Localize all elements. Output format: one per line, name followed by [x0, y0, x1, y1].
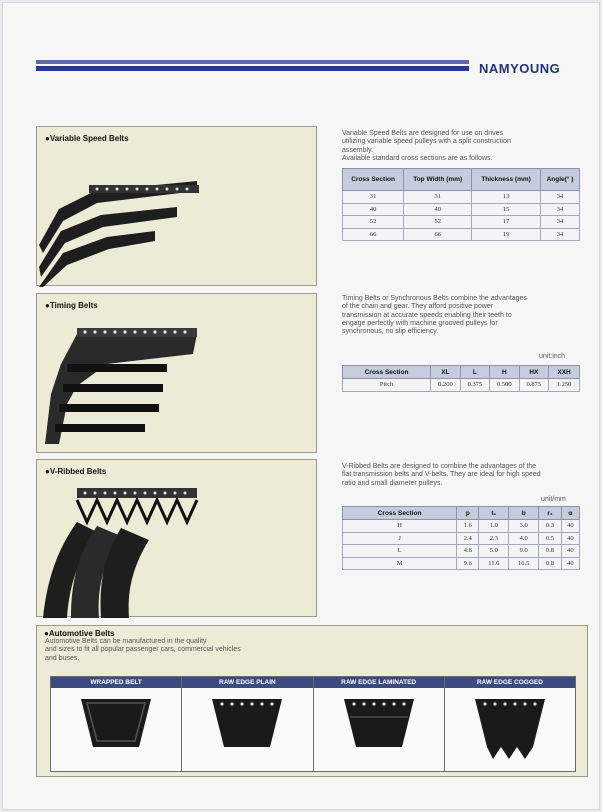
table-cell: 52	[404, 216, 472, 229]
variable-belt-illustration	[37, 127, 318, 287]
automotive-belts-description: Automotive Belts can be manufactured in the quality and sizes to fit all popular passenger cars, commercial vehicles and buses.	[45, 638, 241, 662]
table-cell: 40	[404, 203, 472, 216]
wrapped-belt-icon	[51, 677, 182, 773]
header-rule	[36, 60, 469, 72]
vribbed-belt-illustration	[37, 460, 318, 618]
table-header: α	[561, 507, 579, 520]
timing-belts-table	[342, 365, 580, 392]
table-cell: 1.0	[479, 520, 509, 533]
table-cell: 2.4	[457, 532, 479, 545]
variable-belts-table	[342, 168, 580, 241]
automotive-belts-panel	[36, 625, 588, 777]
table-cell: 4.0	[509, 532, 539, 545]
table-cell: Pitch	[343, 379, 431, 392]
table-cell: 0.8	[539, 545, 561, 558]
vribbed-belts-table	[342, 506, 580, 570]
table-cell: 19	[472, 228, 541, 241]
belt-type-raw-edge-cogged: RAW EDGE COGGED	[445, 677, 575, 771]
table-cell: 5.0	[479, 545, 509, 558]
timing-belts-title: ●Timing Belts	[45, 301, 98, 310]
table-header: r₁	[539, 507, 561, 520]
table-header: Cross Section	[343, 507, 457, 520]
table-header: L	[460, 366, 489, 379]
table-cell: 15	[472, 203, 541, 216]
belt-type-raw-edge-laminated: RAW EDGE LAMINATED	[314, 677, 445, 771]
table-header: Thickness (mm)	[472, 169, 541, 191]
table-cell: 40	[561, 545, 579, 558]
table-cell: L	[343, 545, 457, 558]
table-header: Cross Section	[343, 366, 431, 379]
table-cell: 4.8	[457, 545, 479, 558]
table-row	[343, 545, 580, 558]
table-cell: 1.250	[549, 379, 580, 392]
table-cell: 34	[540, 216, 579, 229]
table-header: XL	[431, 366, 460, 379]
table-cell: 0.5	[539, 532, 561, 545]
page	[2, 2, 600, 810]
belt-type-wrapped: WRAPPED BELT	[51, 677, 182, 771]
table-cell: 16.5	[509, 557, 539, 570]
table-cell: 66	[343, 228, 404, 241]
table-cell: 13	[472, 191, 541, 204]
table-cell: 3.0	[509, 520, 539, 533]
variable-belts-panel	[36, 126, 317, 286]
table-row	[343, 379, 580, 392]
table-cell: 31	[343, 191, 404, 204]
table-cell: 17	[472, 216, 541, 229]
automotive-belts-title: ●Automotive Belts	[44, 629, 115, 638]
table-cell: 0.8	[539, 557, 561, 570]
raw-edge-laminated-icon	[314, 677, 445, 773]
table-cell: 52	[343, 216, 404, 229]
table-cell: 40	[561, 520, 579, 533]
table-cell: 34	[540, 228, 579, 241]
table-row	[343, 216, 580, 229]
table-cell: 40	[561, 532, 579, 545]
vribbed-belts-description: V-Ribbed Belts are designed to combine the advantages of the flat transmission belts and V-belts. They are ideal for high speed ratio and small diameter pulleys.	[342, 463, 541, 487]
table-header: Cross Section	[343, 169, 404, 191]
table-header: H	[490, 366, 519, 379]
table-cell: M	[343, 557, 457, 570]
table-cell: 0.375	[460, 379, 489, 392]
variable-belts-description: Variable Speed Belts are designed for use on drives utilizing variable speed pulleys with a split construction assembly. Available standard cross sections are as follows.	[342, 130, 511, 162]
table-header: XXH	[549, 366, 580, 379]
table-header: Angle(° )	[540, 169, 579, 191]
table-cell: 2.3	[479, 532, 509, 545]
variable-belts-title: ●Variable Speed Belts	[45, 134, 129, 143]
timing-belts-panel	[36, 293, 317, 453]
timing-belt-illustration	[37, 294, 318, 454]
table-cell: 31	[404, 191, 472, 204]
table-header: p	[457, 507, 479, 520]
raw-edge-cogged-icon	[445, 677, 576, 773]
timing-unit-label: unit:inch	[539, 353, 566, 360]
table-row	[343, 203, 580, 216]
table-cell: J	[343, 532, 457, 545]
table-cell: 40	[343, 203, 404, 216]
table-cell: 0.3	[539, 520, 561, 533]
table-cell: 9.0	[509, 545, 539, 558]
table-cell: H	[343, 520, 457, 533]
table-row	[343, 520, 580, 533]
table-header: Top Width (mm)	[404, 169, 472, 191]
table-cell: 40	[561, 557, 579, 570]
table-cell: 34	[540, 203, 579, 216]
table-cell: 0.500	[490, 379, 519, 392]
table-cell: 66	[404, 228, 472, 241]
table-row	[343, 228, 580, 241]
table-header: b	[509, 507, 539, 520]
brand-logo: NAMYOUNG	[479, 61, 561, 76]
table-row	[343, 557, 580, 570]
vribbed-belts-title: ●V-Ribbed Belts	[45, 467, 107, 476]
table-cell: 1.6	[457, 520, 479, 533]
table-cell: 0.200	[431, 379, 460, 392]
table-header: t₁	[479, 507, 509, 520]
table-cell: 0.875	[519, 379, 548, 392]
timing-belts-description: Timing Belts or Synchronous Belts combine the advantages of the chain and gear. They afford positive power transmission at accurate speeds enabling their teeth to engage perfectly with machine grooved pulleys for synchronous, no slip efficiency.	[342, 295, 527, 336]
vribbed-unit-label: unit/mm	[541, 496, 566, 503]
table-row	[343, 532, 580, 545]
table-cell: 11.6	[479, 557, 509, 570]
table-row	[343, 191, 580, 204]
table-header: HX	[519, 366, 548, 379]
automotive-belt-types	[50, 676, 576, 772]
raw-edge-plain-icon	[182, 677, 313, 773]
table-cell: 34	[540, 191, 579, 204]
belt-type-raw-edge-plain: RAW EDGE PLAIN	[182, 677, 313, 771]
vribbed-belts-panel	[36, 459, 317, 617]
table-cell: 9.6	[457, 557, 479, 570]
